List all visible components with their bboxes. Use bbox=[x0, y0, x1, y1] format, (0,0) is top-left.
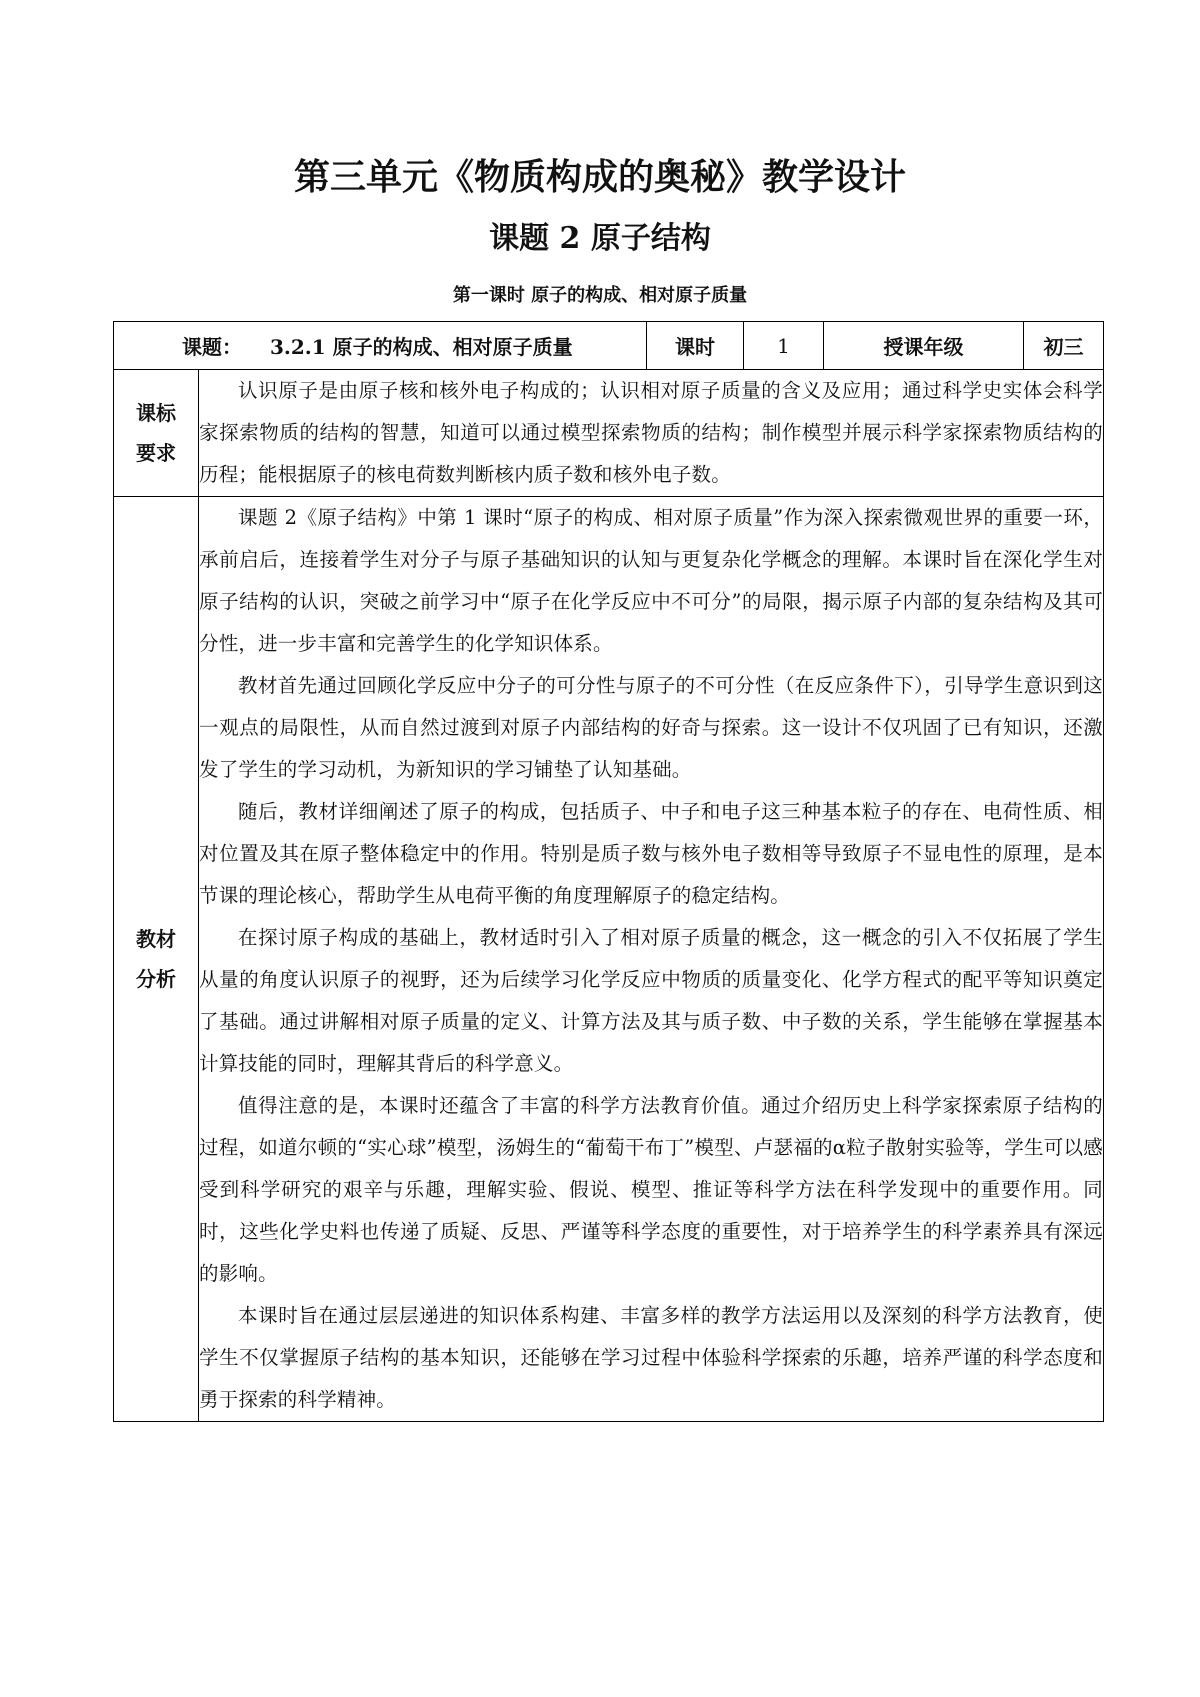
period-label: 课时 bbox=[647, 322, 744, 370]
analysis-label bbox=[114, 497, 199, 1422]
analysis-paragraph: 课题 2《原子结构》中第 1 课时“原子的构成、相对原子质量”作为深入探索微观世界的重要一环，承前启后，连接着学生对分子与原子基础知识的认知与更复杂化学概念的理解。本课时旨在深化学生对原子结构的认识，突破之前学习中“原子在化学反应中不可分”的局限，揭示原子内部的复杂结构及其可分性，进一步丰富和完善学生的化学知识体系。 bbox=[199, 506, 1104, 655]
analysis-paragraph: 本课时旨在通过层层递进的知识体系构建、丰富多样的教学方法运用以及深刻的科学方法教育，使学生不仅掌握原子结构的基本知识，还能够在学习过程中体验科学探索的乐趣，培养严谨的科学态度和勇于探索的科学精神。 bbox=[199, 1304, 1104, 1411]
period-value: 1 bbox=[744, 322, 824, 370]
grade-value: 初三 bbox=[1024, 322, 1104, 370]
analysis-row bbox=[114, 497, 1104, 1422]
standards-row bbox=[114, 370, 1104, 497]
standards-label bbox=[114, 370, 199, 497]
analysis-paragraph: 随后，教材详细阐述了原子的构成，包括质子、中子和电子这三种基本粒子的存在、电荷性质、相对位置及其在原子整体稳定中的作用。特别是质子数与核外电子数相等导致原子不显电性的原理，是本节课的理论核心，帮助学生从电荷平衡的角度理解原子的稳定结构。 bbox=[199, 800, 1104, 907]
grade-label: 授课年级 bbox=[824, 322, 1024, 370]
document-title: 第三单元《物质构成的奥秘》教学设计 bbox=[293, 156, 906, 198]
standards-label-line1: 课标 bbox=[136, 401, 176, 425]
topic-value: 3.2.1 原子的构成、相对原子质量 bbox=[270, 335, 573, 359]
topic-title: 课题 2 原子结构 bbox=[489, 221, 711, 256]
analysis-paragraph: 值得注意的是，本课时还蕴含了丰富的科学方法教育价值。通过介绍历史上科学家探索原子结构的过程，如道尔顿的“实心球”模型，汤姆生的“葡萄干布丁”模型、卢瑟福的α粒子散射实验等，学生可以感受到科学研究的艰辛与乐趣，理解实验、假说、模型、推证等科学方法在科学发现中的重要作用。同时，这些化学史料也传递了质疑、反思、严谨等科学态度的重要性，对于培养学生的科学素养具有深远的影响。 bbox=[199, 1094, 1104, 1285]
analysis-content bbox=[199, 497, 1104, 1422]
lesson-title: 第一课时 原子的构成、相对原子质量 bbox=[452, 285, 748, 306]
analysis-label-line2: 分析 bbox=[136, 967, 176, 991]
analysis-paragraph: 教材首先通过回顾化学反应中分子的可分性与原子的不可分性（在反应条件下），引导学生意识到这一观点的局限性，从而自然过渡到对原子内部结构的好奇与探索。这一设计不仅巩固了已有知识，还激发了学生的学习动机，为新知识的学习铺垫了认知基础。 bbox=[199, 674, 1104, 781]
standards-content bbox=[199, 370, 1104, 497]
standards-label-line2: 要求 bbox=[136, 441, 176, 465]
analysis-paragraph: 在探讨原子构成的基础上，教材适时引入了相对原子质量的概念，这一概念的引入不仅拓展了学生从量的角度认识原子的视野，还为后续学习化学反应中物质的质量变化、化学方程式的配平等知识奠定了基础。通过讲解相对原子质量的定义、计算方法及其与质子数、中子数的关系，学生能够在掌握基本计算技能的同时，理解其背后的科学意义。 bbox=[199, 926, 1104, 1075]
topic-cell bbox=[114, 322, 647, 370]
topic-label: 课题： bbox=[182, 335, 242, 359]
standards-text: 认识原子是由原子核和核外电子构成的；认识相对原子质量的含义及应用；通过科学史实体会科学家探索物质的结构的智慧，知道可以通过模型探索物质的结构；制作模型并展示科学家探索物质结构的历程；能根据原子的核电荷数判断核内质子数和核外电子数。 bbox=[199, 379, 1104, 486]
info-row bbox=[114, 322, 1104, 370]
analysis-label-line1: 教材 bbox=[136, 927, 176, 951]
lesson-plan-table bbox=[113, 321, 1104, 1422]
